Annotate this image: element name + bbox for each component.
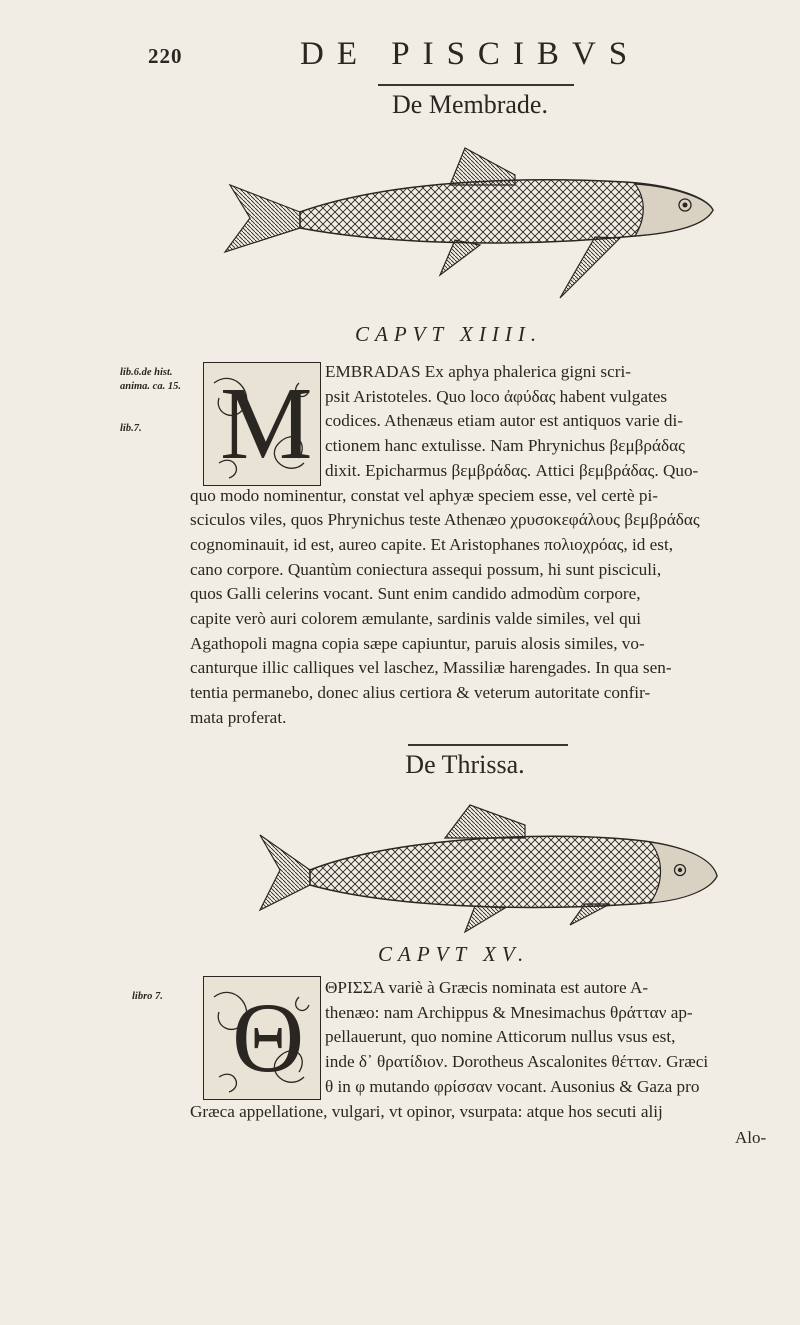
text-line: mata proferat. — [190, 707, 287, 727]
text-line: cano corpore. Quantùm coniectura assequi possum, hi sunt pisciculi, — [190, 559, 662, 579]
text-line: quos Galli celerins vocant. Sunt enim candido admodùm corpore, — [190, 584, 641, 604]
margin-note: anima. ca. 15. — [120, 381, 181, 392]
section-rule — [378, 84, 574, 86]
text-line: tentia permanebo, donec alius certiora & veterum autoritate confir- — [190, 683, 651, 703]
text-line: quo modo nominentur, constat vel aphyæ speciem esse, vel certè pi- — [190, 485, 659, 505]
margin-note: libro 7. — [132, 991, 163, 1002]
text-line: ΘΡΙΣΣΑ variè à Græcis nominata est autore A- — [325, 978, 649, 997]
catchword: Alo- — [735, 1128, 767, 1147]
section-title-thrissa: De Thrissa. — [405, 750, 525, 779]
text-line: inde δ᾽ θρατίδιον. Dorotheus Ascalonites θέτταν. Græci — [325, 1052, 709, 1072]
text-line: Græca appellatione, vulgari, vt opinor, vsurpata: atque hos secuti alij — [190, 1101, 663, 1121]
text-line: EMBRADAS Ex aphya phalerica gigni scri- — [325, 362, 631, 381]
section-title-membrade: De Membrade. — [392, 90, 548, 119]
section-rule — [408, 744, 568, 746]
text-line: canturque illic calliques vel laschez, Massiliæ harengades. In qua sen- — [190, 658, 672, 678]
text-line: pellauerunt, quo nomine Atticorum nullus vsus est, — [325, 1027, 676, 1047]
dropcap-letter: M — [220, 366, 313, 481]
text-line: psit Aristoteles. Quo loco ἀφύδας habent vulgates — [325, 386, 668, 406]
page-header — [140, 36, 660, 76]
body-text-thrissa — [190, 976, 709, 1124]
page-number: 220 — [148, 44, 183, 68]
thrissa-fish-illustration — [255, 800, 725, 940]
text-line: θ in φ mutando φρίσσαν vocant. Ausonius & Gaza pro — [325, 1076, 700, 1096]
text-line: cognominauit, id est, aureo capite. Et Aristophanes πολιοχρόας, id est, — [190, 534, 674, 554]
body-text-membrade — [190, 360, 700, 731]
text-line: thenæo: nam Archippus & Mnesimachus θράτταν ap- — [325, 1002, 693, 1022]
text-line: codices. Athenæus etiam autor est antiquos varie di- — [325, 411, 683, 431]
text-line: Agathopoli magna copia sæpe capiuntur, paruis alosis similes, vo- — [190, 633, 645, 653]
chapter-heading-14: CAPVT XIIII. — [355, 322, 543, 346]
dropcap-letter: Θ — [232, 982, 305, 1093]
membrade-fish-illustration — [215, 140, 720, 305]
running-title: DE PISCIBVS — [300, 36, 641, 72]
text-line: sciculos viles, quos Phrynichus teste Athenæo χρυσοκεφάλους βεμβράδας — [190, 510, 700, 530]
text-line: ctionem hanc extulisse. Nam Phrynichus βεμβράδας — [325, 436, 685, 456]
text-line: capite verò auri colorem æmulante, sardinis valde similes, vel qui — [190, 609, 642, 629]
margin-note: lib.7. — [120, 423, 142, 434]
text-line: dixit. Epicharmus βεμβράδας. Attici βεμβράδας. Quo- — [325, 460, 699, 480]
margin-note: lib.6.de hist. — [120, 367, 173, 378]
chapter-heading-15: CAPVT XV. — [378, 942, 530, 966]
